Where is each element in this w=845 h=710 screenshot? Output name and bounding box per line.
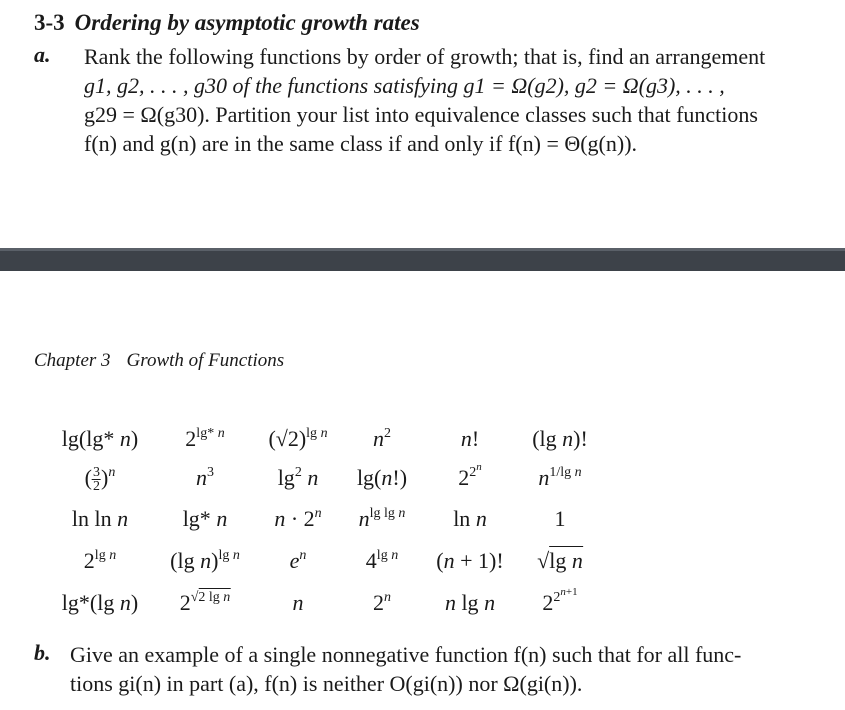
function-cell: ln n bbox=[453, 506, 487, 531]
part-a-label: a. bbox=[34, 42, 51, 67]
problem-heading bbox=[34, 10, 420, 36]
part-a-line-2: g1, g2, . . . , g30 of the functions satisfying g1 = Ω(g2), g2 = Ω(g3), . . . , bbox=[84, 73, 725, 98]
part-b-line-2: tions gi(n) in part (a), f(n) is neither O(gi(n)) nor Ω(gi(n)). bbox=[70, 671, 583, 696]
function-cell: n bbox=[292, 590, 304, 615]
function-cell: √lg n bbox=[537, 548, 583, 573]
function-cell: $n \cdot 2^n$ bbox=[274, 506, 322, 531]
function-cell: $n^{1/lg n}$ bbox=[538, 465, 582, 490]
chapter-number: Chapter 3 bbox=[34, 350, 111, 371]
function-cell: $2^{2^{n+1}}$ bbox=[542, 586, 578, 615]
part-a-line-3: g29 = Ω(g30). Partition your list into equivalence classes such that functions bbox=[84, 102, 758, 127]
function-cell: $\lg^2 n$ bbox=[277, 465, 319, 490]
function-cell: 1 bbox=[554, 506, 566, 531]
function-cell: $n^2$ bbox=[373, 426, 391, 451]
running-head bbox=[34, 350, 284, 372]
function-cell: $(√2)^{lg n}$ bbox=[268, 426, 328, 451]
function-cell: $n^{lg lg n}$ bbox=[358, 506, 406, 531]
part-b-line-1: Give an example of a single nonnegative function f(n) such that for all func- bbox=[70, 642, 742, 667]
chapter-title: Growth of Functions bbox=[126, 350, 285, 371]
function-cell: n! bbox=[460, 426, 480, 451]
function-cell: ln ln n bbox=[71, 506, 129, 531]
function-cell: $2^{√2 lg n}$ bbox=[179, 590, 231, 615]
function-cell: lg(lg* n) bbox=[61, 426, 139, 451]
page-divider-highlight bbox=[0, 248, 845, 251]
problem-title: Ordering by asymptotic growth rates bbox=[74, 10, 420, 35]
function-cell: $n^3$ bbox=[196, 465, 214, 490]
function-cell: n lg n bbox=[444, 590, 496, 615]
function-cell: lg*(lg n) bbox=[61, 590, 139, 615]
function-cell: ( $\frac{3}{2}$ )$^n$ bbox=[84, 465, 116, 495]
part-b-text bbox=[70, 640, 741, 698]
function-cell: $4^{lg n}$ bbox=[365, 548, 399, 573]
part-a-line-4: f(n) and g(n) are in the same class if and only if f(n) = Θ(g(n)). bbox=[84, 131, 638, 156]
part-b-label: b. bbox=[34, 640, 51, 665]
function-cell: $2^{lg* n}$ bbox=[185, 426, 225, 451]
part-a-line-1: Rank the following functions by order of growth; that is, find an arrangement bbox=[84, 44, 766, 69]
function-cell: lg* n bbox=[182, 506, 228, 531]
function-cell: (n + 1)! bbox=[436, 548, 504, 573]
function-cell: $e^n$ bbox=[289, 548, 307, 573]
function-cell: (lg n)$^{lg n}$ bbox=[170, 548, 240, 573]
function-cell: $2^{lg n}$ bbox=[83, 548, 117, 573]
part-a-text bbox=[84, 42, 765, 158]
function-cell: (lg n)! bbox=[532, 426, 588, 451]
function-cell: $2^{2^n}$ bbox=[458, 461, 482, 490]
function-cell: lg(n!) bbox=[356, 465, 408, 490]
page-divider bbox=[0, 248, 845, 271]
function-cell: 2$^n$ bbox=[373, 590, 391, 615]
problem-number: 3-3 bbox=[34, 10, 65, 35]
